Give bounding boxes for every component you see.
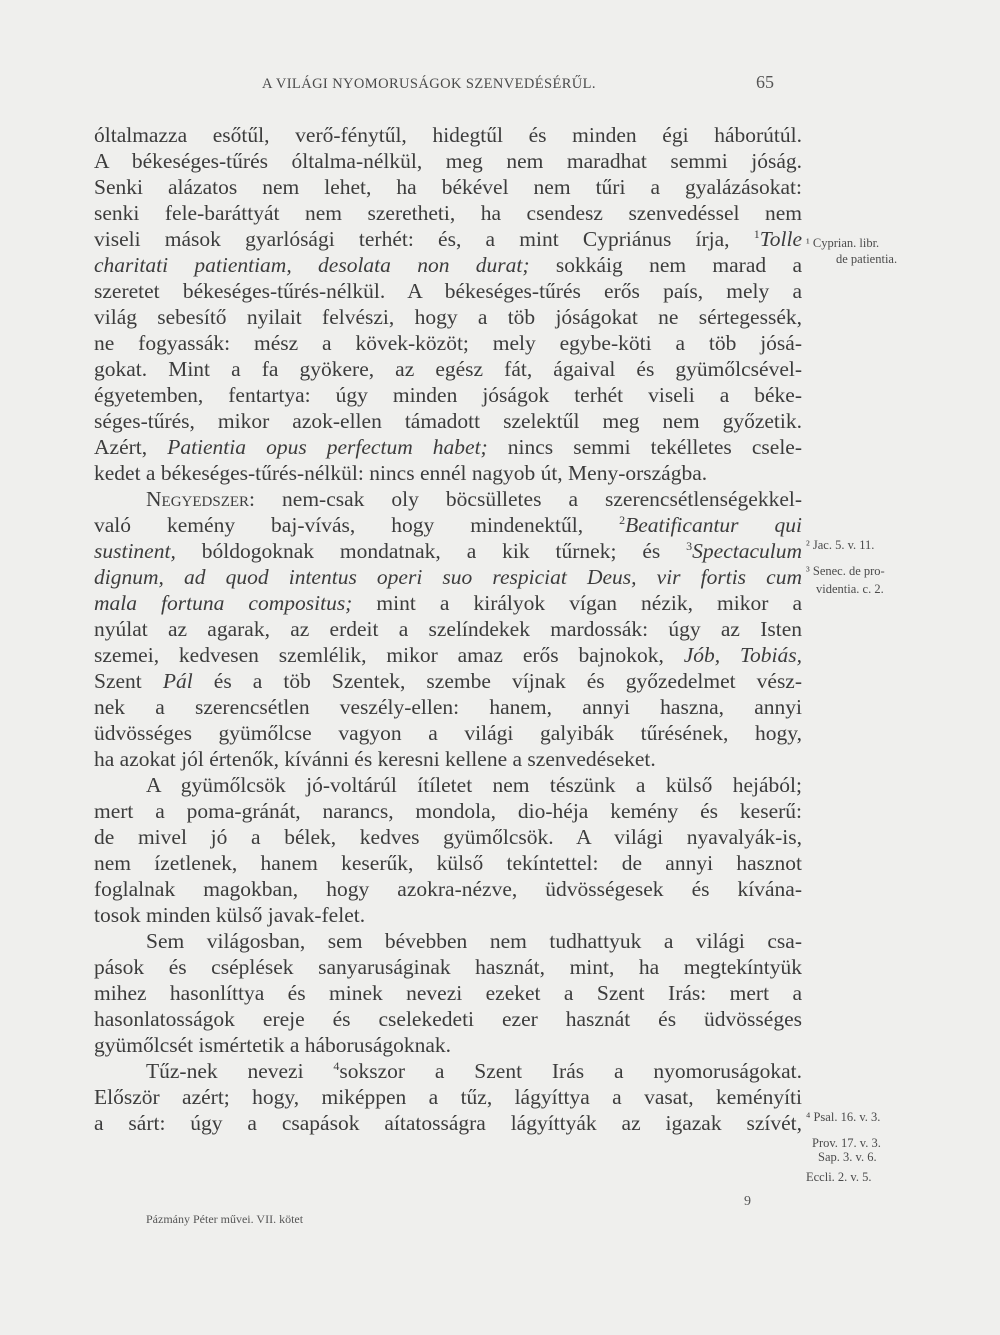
printer-signature: Pázmány Péter művei. VII. kötet <box>146 1212 304 1226</box>
text-line: charitati patientiam, desolata non durat; sokkáig nem marad a <box>94 253 803 277</box>
text-line: nyúlat az agarak, az erdeit a szelíndekek mardossák: úgy az Isten <box>94 617 802 641</box>
text-line: üdvösséges gyümőlcse vagyon a világi galyibák tűrésének, hogy, <box>94 721 802 745</box>
text-line: világ sebesítő nyilait felvészi, hogy a töb jóságokat ne sértegessék, <box>94 305 802 329</box>
text-line: a sárt: úgy a csapások aítatosságra lágyíttyák az igazak szívét, <box>94 1111 802 1135</box>
text-line: Sem világosban, sem bévebben nem tudhattyuk a világi csa- <box>146 929 802 953</box>
text-line: kedet a békeséges-tűrés-nélkül: nincs ennél nagyob út, Meny-országba. <box>94 461 708 485</box>
margin-note: videntia. c. 2. <box>816 582 884 596</box>
footnote-mark: 3 <box>686 538 693 553</box>
text-line: hasonlatosságok ereje és cselekedeti ezer hasznát és üdvösséges <box>94 1007 802 1031</box>
text-line: séges-tűrés, mikor azok-ellen támadott szelektűl meg nem győzetik. <box>94 409 802 433</box>
margin-note: ² Jac. 5. v. 11. <box>806 538 875 552</box>
margin-note: Prov. 17. v. 3. <box>812 1136 881 1150</box>
signature-mark: 9 <box>744 1194 751 1209</box>
text-line: ha azokat jól értenők, kívánni és keresni kellene a szenvedéseket. <box>94 747 656 771</box>
page-number: 65 <box>756 72 774 92</box>
text-line: A békeséges-tűrés óltalma-nélkül, meg nem maradhat semmi jóság. <box>94 149 802 173</box>
text-line: való kemény baj-vívás, hogy mindenektűl, $^2$Beatificantur qui <box>94 512 802 537</box>
text-line: Tűz-nek nevezi $^4$sokszor a Szent Irás a nyomoruságokat. <box>146 1058 803 1083</box>
margin-note: ⁴ Psal. 16. v. 3. <box>806 1110 881 1124</box>
margin-note: ³ Senec. de pro- <box>806 564 885 578</box>
text-line: mert a poma-gránát, narancs, mondola, dio-héja kemény és keserű: <box>94 799 802 823</box>
text-line: óltalmazza esőtűl, verő-fénytűl, hidegtűl és minden égi háborútúl. <box>94 123 802 147</box>
footnote-mark: 4 <box>333 1058 340 1073</box>
page-header <box>0 72 1000 98</box>
text-line: Negyedszer: nem-csak oly böcsülletes a szerencsétlenségekkel- <box>146 487 802 511</box>
text-line: égyetemben, fentartya: úgy minden jóságok terhét viseli a béke- <box>94 383 802 407</box>
text-line: sustinent, bóldogoknak mondatnak, a kik tűrnek; és $^3$Spectaculum <box>94 538 803 563</box>
footnote-mark: 1 <box>753 226 760 241</box>
text-line: ne fogyassák: mész a kövek-közöt; mely egybe-köti a töb jósá- <box>94 331 802 355</box>
text-line: senki fele-baráttyát nem szeretheti, ha csendesz szenvedéssel nem <box>94 201 802 225</box>
margin-note: de patientia. <box>836 252 898 266</box>
margin-note: Sap. 3. v. 6. <box>818 1150 877 1164</box>
text-line: tosok minden külső javak-felet. <box>94 903 366 927</box>
text-line: dignum, ad quod intentus operi suo respiciat Deus, vir fortis cum <box>94 565 802 589</box>
footnote-mark: 2 <box>619 512 626 527</box>
margin-note: Eccli. 2. v. 5. <box>806 1170 872 1184</box>
text-line: pások és cséplések sanyaruságinak hasznát, mint, ha megtekíntyük <box>94 955 802 979</box>
text-line: nek a szerencsétlen veszély-ellen: hanem, annyi haszna, annyi <box>94 695 802 719</box>
text-line: gyümőlcsét ismértetik a háboruságoknak. <box>94 1033 452 1057</box>
text-line: mala fortuna compositus; mint a királyok vígan nézik, mikor a <box>94 591 802 615</box>
text-line: Először azért; hogy, miképpen a tűz, lágyíttya a vasat, keményíti <box>94 1085 802 1109</box>
text-line: szemei, kedvesen szemlélik, mikor amaz erős bajnokok, Jób, Tobiás, <box>94 643 802 667</box>
text-line: szeretet békeséges-tűrés-nélkül. A békeséges-tűrés erős país, mely a <box>94 279 802 303</box>
body-text <box>94 122 802 1136</box>
running-head: A VILÁGI NYOMORUSÁGOK SZENVEDÉSÉRŰL. <box>262 76 596 92</box>
text-line: mihez hasonlíttya és minek nevezi ezeket a Szent Irás: mert a <box>94 981 802 1005</box>
margin-note: ¹ Cyprian. libr. <box>806 236 880 250</box>
text-line: Azért, Patientia opus perfectum habet; nincs semmi tekélletes csele- <box>94 435 802 459</box>
text-line: viseli mások gyarlósági terhét: és, a mint Cypriánus írja, $^1$Tolle <box>94 226 803 251</box>
text-line: de mivel jó a bélek, kedves gyümőlcsök. A világi nyavalyák-is, <box>94 825 802 849</box>
text-line: Szent Pál és a töb Szentek, szembe víjnak és győzedelmet vész- <box>94 669 803 693</box>
text-line: A gyümőlcsök jó-voltárúl ítíletet nem tészünk a külső hejából; <box>146 773 802 797</box>
page-footer <box>0 1190 1000 1230</box>
text-line: nem ízetlenek, hanem keserűk, külső tekíntettel: de annyi hasznot <box>94 851 802 875</box>
text-line: gokat. Mint a fa gyökere, az egész fát, ágaival és gyümőlcsével- <box>94 357 802 381</box>
text-line: Senki alázatos nem lehet, ha békével nem tűri a gyalázásokat: <box>94 175 802 199</box>
text-line: foglalnak magokban, hogy azokra-nézve, üdvösségesek és kívána- <box>94 877 802 901</box>
